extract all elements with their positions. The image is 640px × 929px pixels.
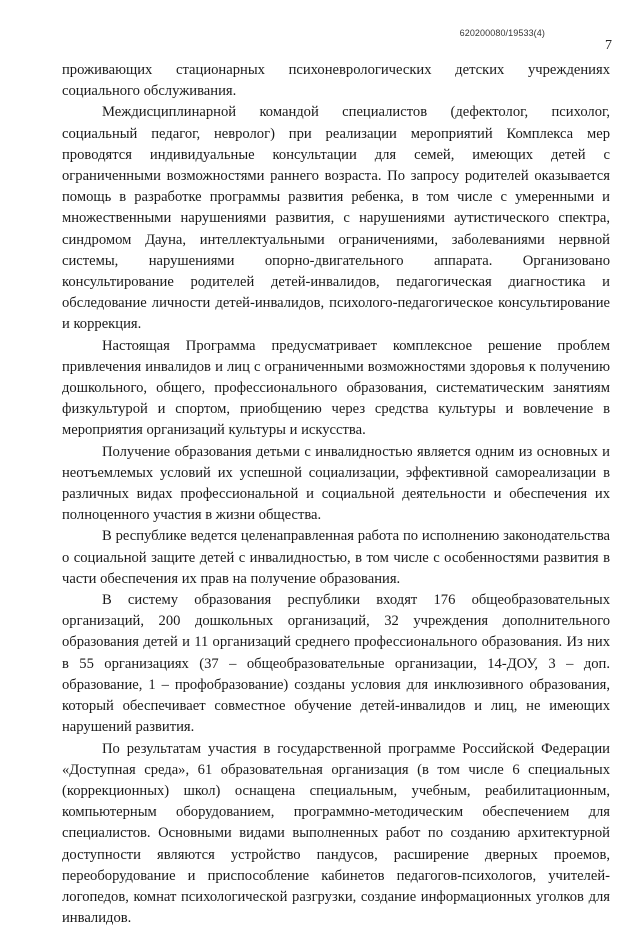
paragraph: В систему образования республики входят 176 общеобразовательных организаций, 200 дошкольных организаций, 32 учреждения дополнительного образования детей и 11 организаций среднего профессионального образования. Из них в 55 организациях (37 – общеобразовательные организации, 14-ДОУ, 3 – доп. образование, 1 – профобразование) созданы условия для инклюзивного образования, который обеспечивает совместное обучение детей-инвалидов и лиц, не имеющих нарушений развития. [62, 590, 610, 738]
page-number: 7 [605, 38, 612, 54]
document-code: 620200080/19533(4) [460, 28, 545, 38]
paragraph: Настоящая Программа предусматривает комплексное решение проблем привлечения инвалидов и лиц с ограниченными возможностями здоровья к получению дошкольного, общего, профессионального образования, систематическим занятиям физкультурой и спортом, приобщению через средства культуры и вовлечение в мероприятия организаций культуры и искусства. [62, 336, 610, 442]
paragraph: В республике ведется целенаправленная работа по исполнению законодательства о социальной защите детей с инвалидностью, в том числе с особенностями развития в части обеспечения их прав на получение образования. [62, 526, 610, 590]
paragraph: проживающих стационарных психоневрологических детских учреждениях социального обслуживания. [62, 60, 610, 102]
paragraph: Получение образования детьми с инвалидностью является одним из основных и неотъемлемых условий их успешной социализации, эффективной самореализации в различных видах профессиональной и социальной деятельности и обеспечения их полноценного участия в жизни общества. [62, 442, 610, 527]
paragraph: По результатам участия в государственной программе Российской Федерации «Доступная среда», 61 образовательная организация (в том числе 6 специальных (коррекционных) школ) оснащена специальным, учебным, реабилитационным, компьютерным оборудованием, программно-методическим обеспечением для специалистов. Основными видами выполненных работ по созданию архитектурной доступности являются устройство пандусов, расширение дверных проемов, переоборудование и приспособление кабинетов педагогов-психологов, учителей-логопедов, комнат психологической разгрузки, создание информационных уголков для инвалидов. [62, 739, 610, 929]
paragraph: Междисциплинарной командой специалистов (дефектолог, психолог, социальный педагог, невролог) при реализации мероприятий Комплекса мер проводятся индивидуальные консультации для семей, имеющих детей с ограниченными возможностями раннего возраста. По запросу родителей оказывается помощь в разработке программы развития ребенка, в том числе с умеренными и множественными нарушениями развития, с нарушениями аутистического спектра, синдромом Дауна, интеллектуальными ограничениями, заболеваниями нервной системы, нарушениями опорно-двигательного аппарата. Организовано консультирование родителей детей-инвалидов, педагогическая диагностика и обследование личности детей-инвалидов, психолого-педагогическое консультирование и коррекция. [62, 102, 610, 335]
document-body [62, 60, 610, 929]
